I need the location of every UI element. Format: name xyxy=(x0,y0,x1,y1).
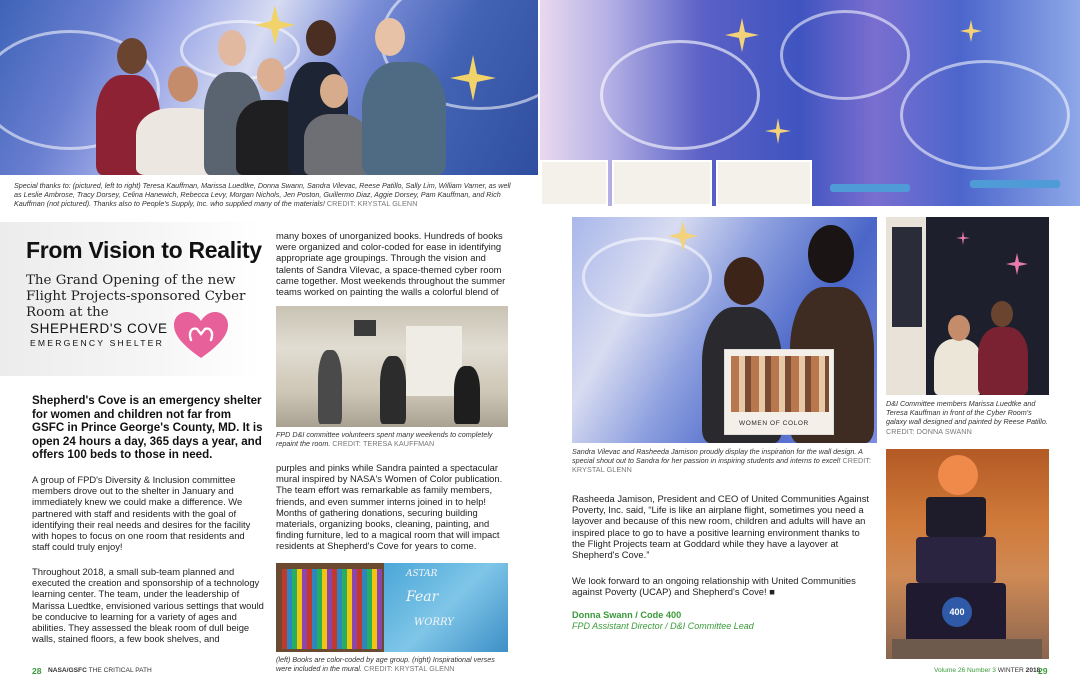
publication-name xyxy=(48,667,152,674)
cake-tier xyxy=(926,497,986,537)
star-icon xyxy=(956,231,970,245)
team-photo-caption xyxy=(14,181,520,209)
logo-name: SHEPHERD'S COVE xyxy=(30,321,168,336)
galaxy-wall-caption xyxy=(886,399,1049,436)
quote-paragraph: Rasheeda Jamison, President and CEO of United Communities Against Poverty, Inc. said, “Life is like an airplane flight, sometimes you need a layover and because of this new room, children and adults will have an inspired place to go to have a positive learning environment thanks to the Flight Projects team at Goddard while they have a layover at Shepherd's Cove.” xyxy=(572,493,870,561)
star-icon xyxy=(765,118,791,144)
article-subtitle: The Grand Opening of the new Flight Projects-sponsored Cyber Room at the xyxy=(26,273,246,320)
volunteer xyxy=(380,356,406,424)
cake-tier xyxy=(916,537,996,583)
page-number-right: 29 xyxy=(1038,666,1048,676)
cake-photo xyxy=(886,449,1049,659)
marissa-luedtke xyxy=(934,339,982,395)
poster-label: WOMEN OF COLOR xyxy=(739,420,809,427)
photo-credit: CREDIT: DONNA SWANN xyxy=(886,426,972,436)
cake-topper-planet xyxy=(938,455,978,495)
caption-text: Special thanks to: (pictured, left to right) Teresa Kauffman, Marissa Luedtke, Donna Swann, Sandra Vilevac, Reese Patillo, Sally Lim, William Varner, as well as Leslie Ambrose, Tracy Dorsey, Celina Hanewich, Rebecca Levy, Morgan Nichols, Jen Poston, Guillermo Diaz, Aggie Dorsey, Pam Kauffman, and Rich Kauffman (not pictured). Thanks also to People's Supply, Inc. who supplied many of the materials! xyxy=(14,181,511,209)
page-number-left: 28 xyxy=(32,666,42,676)
person-head xyxy=(948,315,970,341)
mural-swirl xyxy=(780,10,910,100)
caption-text: (left) Books are color-coded by age group. (right) Inspirational verses were included in the mural. xyxy=(276,655,495,674)
photo-credit: CREDIT: KRYSTAL GLENN xyxy=(363,664,455,674)
person xyxy=(362,62,446,175)
person-head xyxy=(218,30,246,66)
photo-credit: CREDIT: KRYSTAL GLENN xyxy=(326,199,418,209)
team-photo xyxy=(0,0,538,175)
heart-hands-icon xyxy=(174,312,228,360)
sandra-rasheeda-caption xyxy=(572,447,877,475)
person-head xyxy=(306,20,336,56)
women-of-color-poster xyxy=(724,349,834,435)
body-paragraph: purples and pinks while Sandra painted a spectacular mural inspired by NASA's Women of Color publication. The team effort was remarkable as family members, friends, and even summer interns joined in to help! Months of gathering donations, securing building materials, organizing books, cleaning, painting, and finding furniture, led to a magical room that will impact residents at Shepherd's Cove for years to come. xyxy=(276,462,503,552)
cake-400-badge: 400 xyxy=(942,597,972,627)
photo-credit: CREDIT: KRYSTAL GLENN xyxy=(572,456,872,475)
issue-info xyxy=(934,667,1040,674)
wall-tv xyxy=(354,320,376,336)
author-name: Donna Swann / Code 400 xyxy=(572,610,682,620)
poster-portraits xyxy=(731,356,829,412)
mural-swirl xyxy=(900,60,1070,170)
table-surface xyxy=(892,639,1042,659)
blue-table xyxy=(830,184,910,192)
blue-table xyxy=(970,180,1060,188)
shepherds-cove-logo xyxy=(30,321,170,348)
person-head xyxy=(808,225,854,283)
author-title: FPD Assistant Director / D&I Committee Lead xyxy=(572,621,754,631)
article-title: From Vision to Reality xyxy=(26,237,262,263)
person-head xyxy=(117,38,147,74)
body-paragraph: many boxes of unorganized books. Hundreds of books were organized and color-coded for ease in identifying appropriate age groupings. Through the vision and talents of Sandra Vilevac, a space-themed cyber room came together. Most weekends throughout the summer teams worked on painting the walls a colorful blend of xyxy=(276,230,506,298)
star-icon xyxy=(668,221,698,251)
galaxy-wall-photo xyxy=(886,217,1049,395)
caption-text: D&I Committee members Marissa Luedtke and Teresa Kauffman in front of the Cyber Room's galaxy wall designed and painted by Reese Patillo. xyxy=(886,399,1048,427)
star-icon xyxy=(450,55,496,101)
caption-text: FPD D&I committee volunteers spent many weekends to completely repaint the room. xyxy=(276,430,493,449)
person-head xyxy=(375,18,405,56)
volunteer xyxy=(318,350,342,424)
issue-season: WINTER xyxy=(997,667,1024,674)
bookshelf xyxy=(282,569,382,649)
person-head xyxy=(168,66,198,102)
closing-paragraph: We look forward to an ongoing relationship with United Communities against Poverty (UCAP) and Shepherd's Cove! ■ xyxy=(572,575,856,598)
mural-verse-text: Fear xyxy=(406,589,439,605)
mural-verse-text: WORRY xyxy=(414,617,454,628)
books-photo-caption xyxy=(276,655,510,673)
sandra-and-rasheeda-photo xyxy=(572,217,877,443)
issue-volume: Volume 26 Number 3 xyxy=(934,667,996,674)
mural-photo xyxy=(540,0,1080,206)
star-icon xyxy=(725,18,759,52)
teresa-kauffman xyxy=(978,327,1028,395)
bookshelf xyxy=(612,160,712,206)
star-icon xyxy=(1006,253,1028,275)
volunteer-photo-caption xyxy=(276,430,510,448)
photo-credit: CREDIT: TERESA KAUFFMAN xyxy=(332,439,435,449)
body-paragraph: A group of FPD's Diversity & Inclusion committee members drove out to the shelter in January and immediately knew we could make a difference. We partnered with staff and residents with the goal of identifying their real needs and desires for the facility with hopes to focus on one room that residents and staff could truly enjoy! xyxy=(32,474,251,553)
mural-swirl xyxy=(600,40,760,150)
caption-text: Sandra Vilevac and Rasheeda Jamison proudly display the inspiration for the wall design. A special shout out to Sandra for her passion in inspiring students and interns to excel! xyxy=(572,447,863,466)
books-and-verses-photo xyxy=(276,563,508,652)
person-head xyxy=(724,257,764,305)
publication-org: NASA/GSFC xyxy=(48,667,87,674)
star-icon xyxy=(255,5,295,45)
cake-tier xyxy=(906,583,1006,643)
body-paragraph: Throughout 2018, a small sub-team planned and executed the creation and sponsorship of a technology learning center. The team, under the leadership of Marissa Luedtke, envisioned various settings that would be conducive to learning for a variety of ages and abilities. They assessed the bleak room of dull beige walls, stained floors, a few book shelves, and xyxy=(32,566,264,645)
bookshelf xyxy=(716,160,812,206)
publication-title: THE CRITICAL PATH xyxy=(88,667,152,674)
star-icon xyxy=(960,20,982,42)
volunteer xyxy=(454,366,480,424)
volunteer-photo xyxy=(276,306,508,427)
person xyxy=(304,114,368,175)
mural-verses xyxy=(384,563,508,652)
bookshelf xyxy=(540,160,608,206)
issue-year: 2018 xyxy=(1025,667,1041,674)
person-head xyxy=(320,74,348,108)
person-head xyxy=(257,58,285,92)
doorway xyxy=(892,227,922,327)
logo-tagline: EMERGENCY SHELTER xyxy=(30,338,165,348)
mural-verse-text: ASTAR xyxy=(406,569,438,579)
person-head xyxy=(991,301,1013,327)
lead-paragraph: Shepherd's Cove is an emergency shelter for women and children not far from GSFC in Prince George's County, MD. It is open 24 hours a day, 365 days a year, and offers 100 beds to those in need. xyxy=(32,394,263,462)
